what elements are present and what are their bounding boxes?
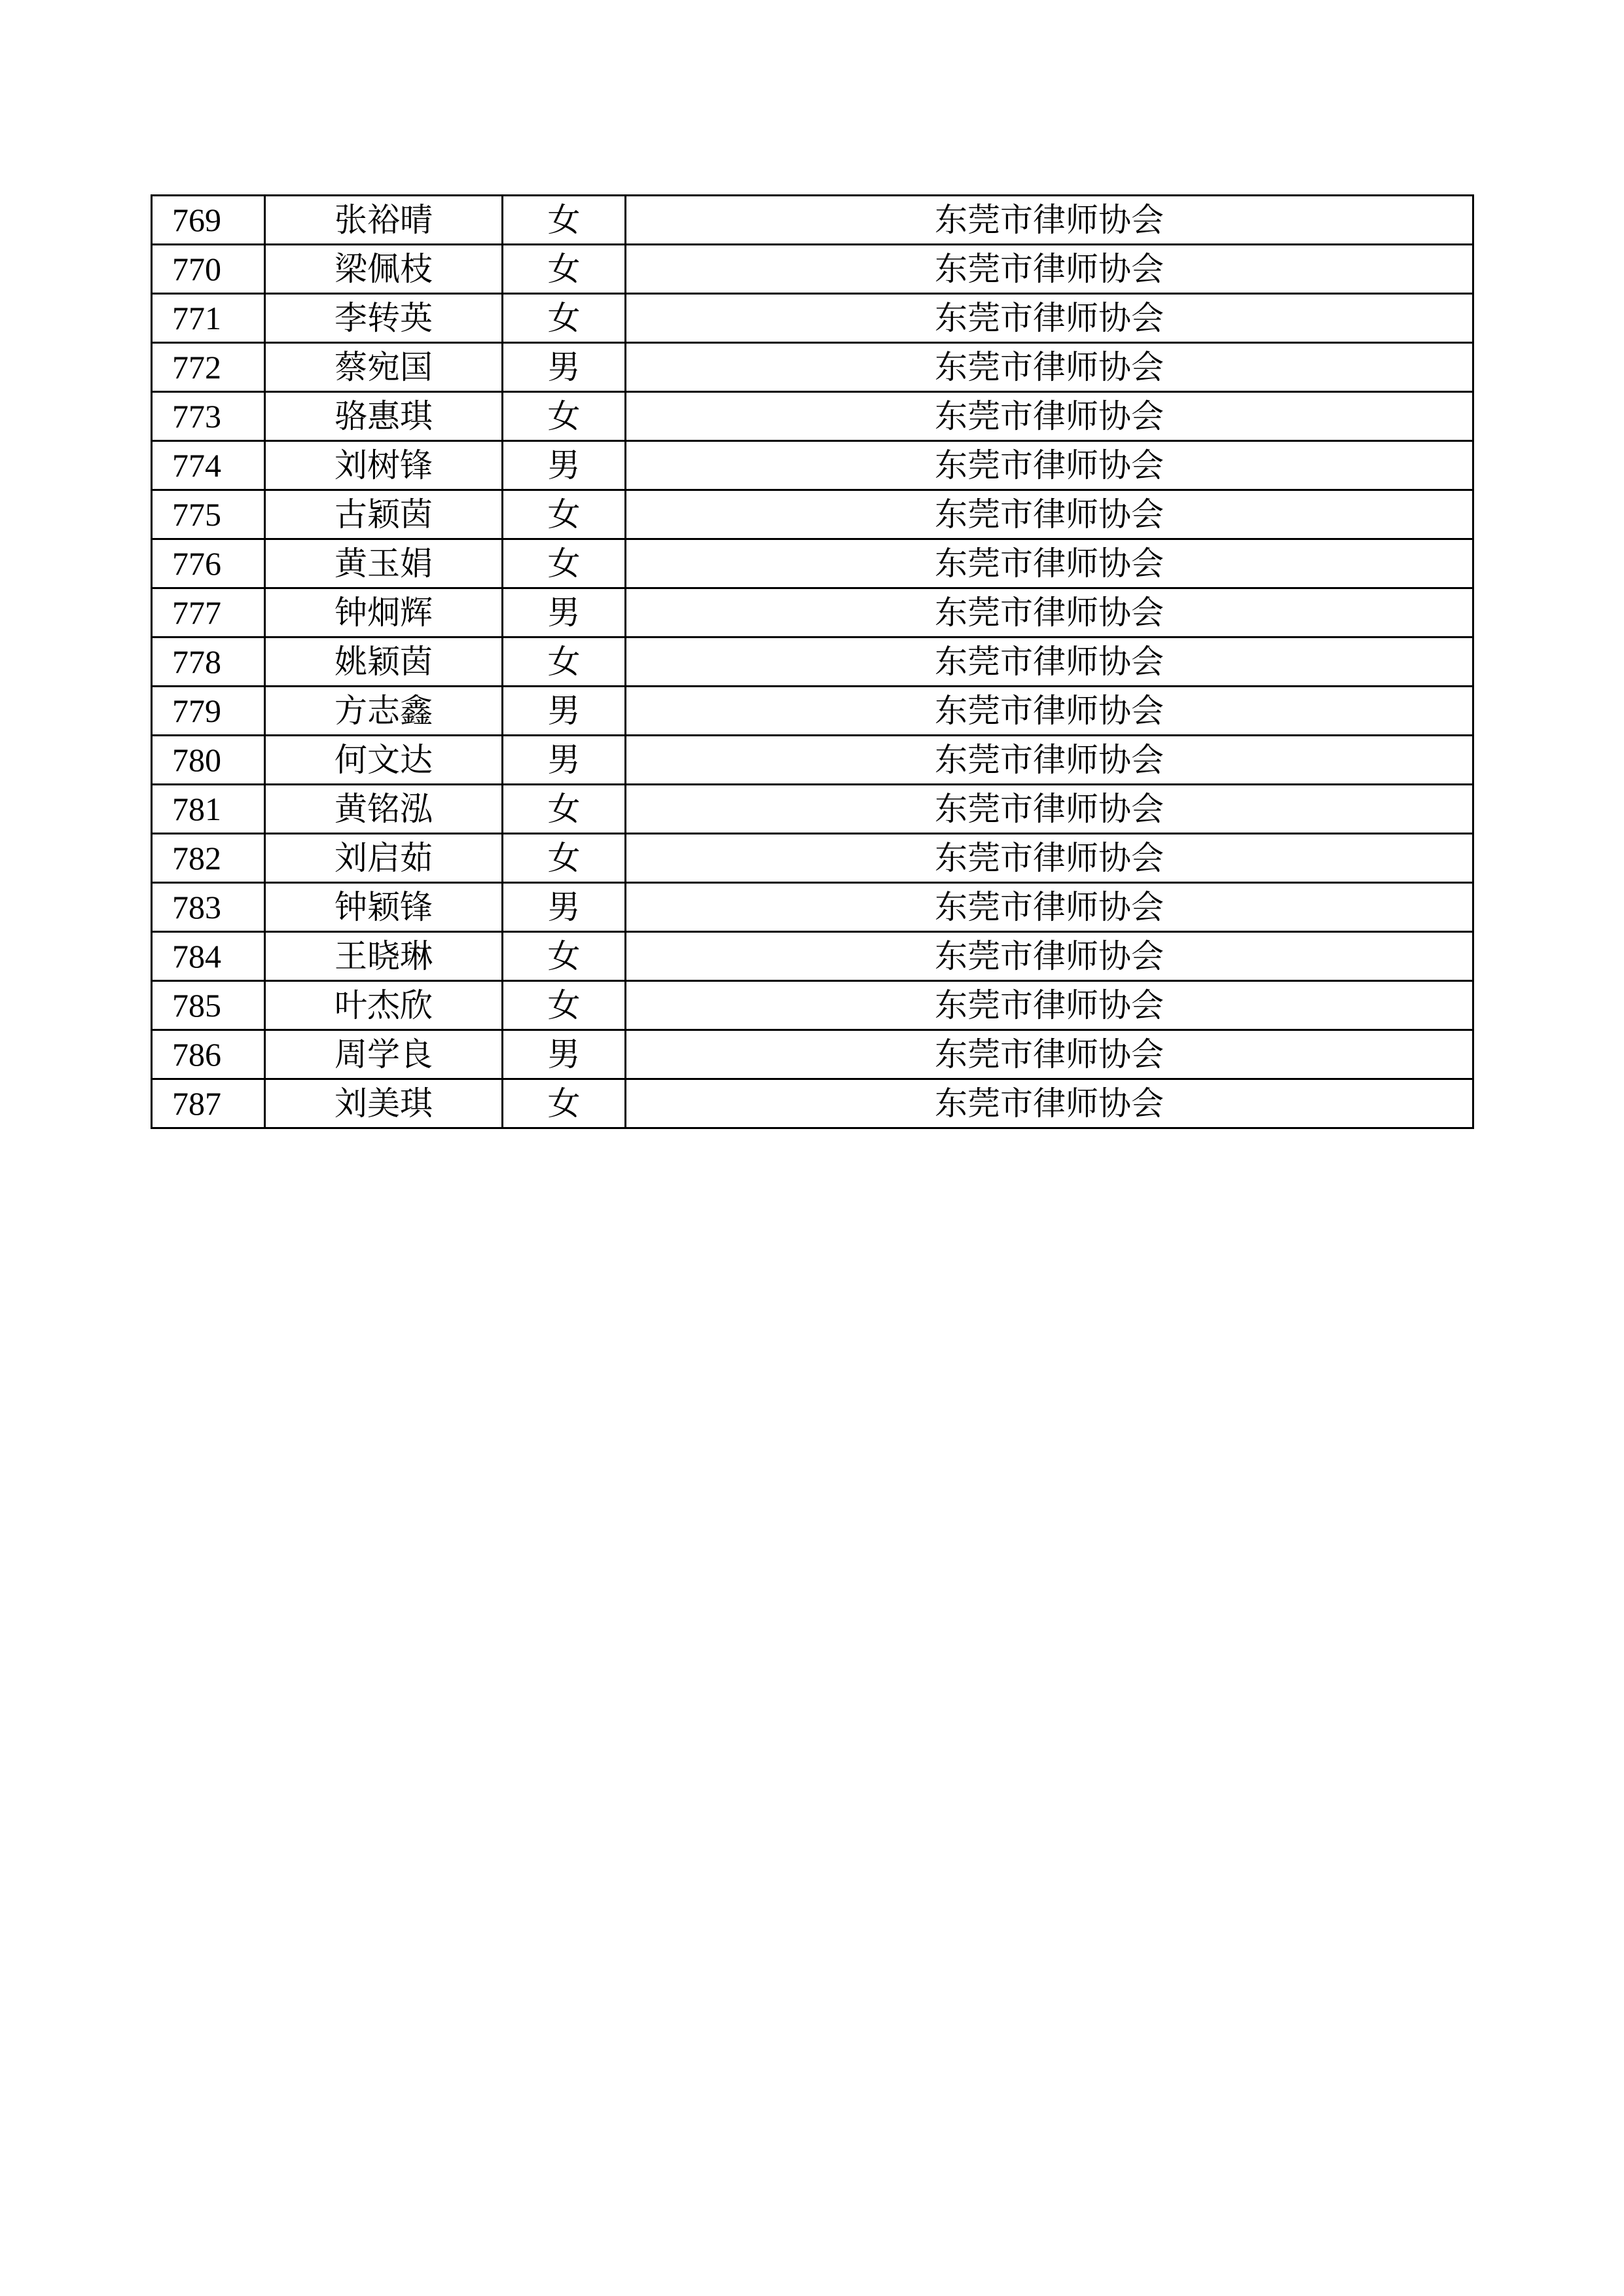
gender-cell: 男: [503, 441, 626, 490]
member-name-cell: 黄铭泓: [265, 785, 503, 834]
member-name-cell: 蔡宛国: [265, 343, 503, 392]
member-table-body: [152, 196, 1473, 1128]
member-name-cell: 李转英: [265, 294, 503, 343]
organization-cell: 东莞市律师协会: [626, 245, 1473, 294]
organization-cell: 东莞市律师协会: [626, 883, 1473, 932]
gender-cell: 男: [503, 883, 626, 932]
table-row: [152, 736, 1473, 785]
row-number-cell: 772: [152, 343, 265, 392]
table-row: [152, 490, 1473, 539]
member-name-cell: 何文达: [265, 736, 503, 785]
gender-cell: 女: [503, 490, 626, 539]
table-row: [152, 588, 1473, 637]
gender-cell: 女: [503, 196, 626, 245]
gender-cell: 女: [503, 539, 626, 588]
row-number-cell: 780: [152, 736, 265, 785]
organization-cell: 东莞市律师协会: [626, 588, 1473, 637]
organization-cell: 东莞市律师协会: [626, 1030, 1473, 1079]
table-row: [152, 1079, 1473, 1128]
table-row: [152, 932, 1473, 981]
organization-cell: 东莞市律师协会: [626, 392, 1473, 441]
organization-cell: 东莞市律师协会: [626, 1079, 1473, 1128]
member-name-cell: 黄玉娟: [265, 539, 503, 588]
organization-cell: 东莞市律师协会: [626, 441, 1473, 490]
member-name-cell: 刘启茹: [265, 834, 503, 883]
table-row: [152, 245, 1473, 294]
table-row: [152, 343, 1473, 392]
member-name-cell: 钟炯辉: [265, 588, 503, 637]
gender-cell: 女: [503, 834, 626, 883]
table-row: [152, 196, 1473, 245]
gender-cell: 女: [503, 294, 626, 343]
row-number-cell: 774: [152, 441, 265, 490]
row-number-cell: 785: [152, 981, 265, 1030]
row-number-cell: 782: [152, 834, 265, 883]
organization-cell: 东莞市律师协会: [626, 294, 1473, 343]
gender-cell: 男: [503, 588, 626, 637]
table-row: [152, 981, 1473, 1030]
gender-cell: 男: [503, 687, 626, 736]
member-name-cell: 姚颖茵: [265, 637, 503, 687]
gender-cell: 女: [503, 981, 626, 1030]
row-number-cell: 773: [152, 392, 265, 441]
table-row: [152, 392, 1473, 441]
organization-cell: 东莞市律师协会: [626, 981, 1473, 1030]
row-number-cell: 778: [152, 637, 265, 687]
organization-cell: 东莞市律师协会: [626, 196, 1473, 245]
row-number-cell: 783: [152, 883, 265, 932]
member-name-cell: 王晓琳: [265, 932, 503, 981]
organization-cell: 东莞市律师协会: [626, 834, 1473, 883]
row-number-cell: 769: [152, 196, 265, 245]
organization-cell: 东莞市律师协会: [626, 539, 1473, 588]
gender-cell: 男: [503, 343, 626, 392]
gender-cell: 男: [503, 736, 626, 785]
table-row: [152, 883, 1473, 932]
row-number-cell: 784: [152, 932, 265, 981]
member-name-cell: 骆惠琪: [265, 392, 503, 441]
member-name-cell: 刘美琪: [265, 1079, 503, 1128]
row-number-cell: 775: [152, 490, 265, 539]
row-number-cell: 776: [152, 539, 265, 588]
row-number-cell: 786: [152, 1030, 265, 1079]
gender-cell: 女: [503, 392, 626, 441]
row-number-cell: 770: [152, 245, 265, 294]
organization-cell: 东莞市律师协会: [626, 785, 1473, 834]
member-name-cell: 钟颖锋: [265, 883, 503, 932]
organization-cell: 东莞市律师协会: [626, 637, 1473, 687]
gender-cell: 女: [503, 785, 626, 834]
member-name-cell: 周学良: [265, 1030, 503, 1079]
table-row: [152, 1030, 1473, 1079]
row-number-cell: 781: [152, 785, 265, 834]
table-row: [152, 539, 1473, 588]
organization-cell: 东莞市律师协会: [626, 343, 1473, 392]
gender-cell: 女: [503, 1079, 626, 1128]
gender-cell: 女: [503, 637, 626, 687]
table-row: [152, 294, 1473, 343]
member-name-cell: 叶杰欣: [265, 981, 503, 1030]
member-name-cell: 梁佩枝: [265, 245, 503, 294]
row-number-cell: 771: [152, 294, 265, 343]
organization-cell: 东莞市律师协会: [626, 490, 1473, 539]
row-number-cell: 787: [152, 1079, 265, 1128]
organization-cell: 东莞市律师协会: [626, 687, 1473, 736]
member-name-cell: 张裕晴: [265, 196, 503, 245]
row-number-cell: 777: [152, 588, 265, 637]
table-row: [152, 637, 1473, 687]
gender-cell: 男: [503, 1030, 626, 1079]
member-name-cell: 刘树锋: [265, 441, 503, 490]
gender-cell: 女: [503, 932, 626, 981]
table-row: [152, 834, 1473, 883]
table-row: [152, 441, 1473, 490]
member-table: [151, 194, 1474, 1129]
member-name-cell: 方志鑫: [265, 687, 503, 736]
row-number-cell: 779: [152, 687, 265, 736]
organization-cell: 东莞市律师协会: [626, 736, 1473, 785]
member-name-cell: 古颖茵: [265, 490, 503, 539]
organization-cell: 东莞市律师协会: [626, 932, 1473, 981]
table-row: [152, 687, 1473, 736]
gender-cell: 女: [503, 245, 626, 294]
table-row: [152, 785, 1473, 834]
